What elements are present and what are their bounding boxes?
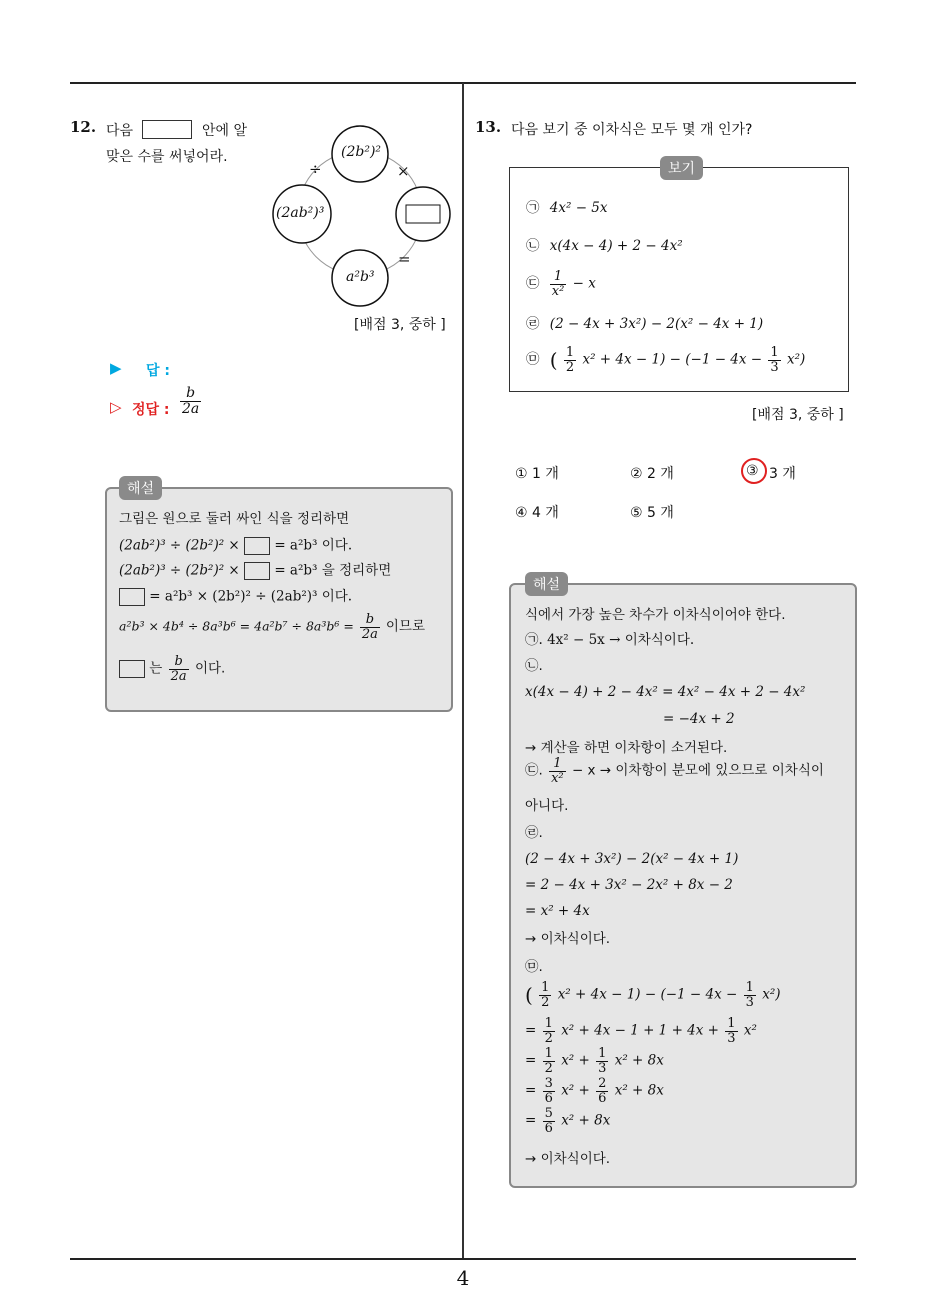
math-expr: ( [525,983,533,1008]
diagram-bottom-node: a²b³ [346,269,375,285]
fraction-denominator: 3 [727,1030,736,1046]
choice-3-mark[interactable]: ③ [746,463,759,479]
item-expr: x(4x − 4) + 2 − 4x² [549,238,683,254]
blank-box [119,588,145,606]
math-expr: x² + [561,1082,590,1099]
fraction-numerator: 1 [770,345,779,360]
fraction-numerator: 1 [727,1016,736,1031]
fraction-numerator: b [365,612,375,627]
explanation-line [119,613,425,641]
correct-answer-label: 정답 : [132,402,170,418]
question-number: 12. [70,118,97,136]
math-expr: x² + 4x − 1 + 1 + 4x + [561,1022,719,1039]
question-text: 다음 보기 중 이차식은 모두 몇 개 인가? [511,122,753,138]
equals-operator: = [398,250,411,268]
item-mark: ㉢ [526,275,540,292]
bogi-item [526,270,596,298]
explanation-line: ㉣. [525,825,543,841]
fraction-denominator: 6 [598,1090,607,1106]
fraction-denominator: 2a [182,400,200,417]
math-fraction [596,1047,608,1075]
fraction-numerator: 1 [745,980,754,995]
column-divider [462,83,464,1259]
math-fraction [543,1017,555,1045]
score-label: [배점 3, 중하 ] [354,317,446,333]
math-expr: 이다. [194,660,226,677]
fraction-denominator: 2 [544,1030,553,1046]
math-expr: x² + 8x [561,1112,611,1129]
math-expr: = [525,1052,537,1069]
item-expr: ( [549,348,558,373]
fraction-denominator: 2a [170,668,187,684]
explanation-line [119,537,352,555]
fraction-denominator: x² [551,283,565,299]
math-expr: 는 [149,660,163,677]
fraction-numerator: 1 [544,1016,553,1031]
math-expr: x² + 4x − 1) − (−1 − 4x − [557,986,738,1003]
math-fraction [169,655,189,683]
explanation-line: = 2 − 4x + 3x² − 2x² + 8x − 2 [525,877,733,893]
choice-2[interactable]: ② 2 개 [630,466,674,482]
explanation-line: (2 − 4x + 3x²) − 2(x² − 4x + 1) [525,851,739,867]
fraction-numerator: 2 [598,1076,607,1091]
explanation-line [525,1107,610,1135]
fraction-numerator: 3 [544,1076,553,1091]
fraction-denominator: 2 [544,1060,553,1076]
explanation-line: ㉤. [525,959,543,975]
explanation-line [119,655,225,683]
fraction-denominator: x² [551,770,564,786]
item-mark: ㉡ [526,238,540,254]
explanation-line: ㉠. 4x² − 5x → 이차식이다. [525,632,695,648]
fraction-denominator: 2 [565,359,575,375]
blank-box [119,660,145,678]
item-expr: x²) [787,351,806,368]
math-fraction [543,1077,555,1105]
choice-5[interactable]: ⑤ 5 개 [630,505,674,521]
explanation-line: 식에서 가장 높은 차수가 이차식이어야 한다. [525,607,786,623]
item-expr: − x [572,275,596,292]
explanation-line: = x² + 4x [525,903,590,919]
fraction-denominator: 2 [541,994,550,1010]
question-text-c: 맞은 수를 써넣어라. [106,149,228,165]
blank-box [244,562,270,580]
math-expr: a²b³ × 4b⁴ ÷ 8a³b⁶ = 4a²b⁷ ÷ 8a³b⁶ = [119,618,354,634]
bogi-box [509,161,849,392]
answer-label: 답 : [146,363,170,379]
bogi-item [526,346,805,374]
explanation-line: 그림은 원으로 둘러 싸인 식을 정리하면 [119,511,350,527]
explanation-line: x(4x − 4) + 2 − 4x² = 4x² − 4x + 2 − 4x² [525,684,806,700]
fraction-numerator: 1 [565,345,575,360]
math-expr: = a²b³ 이다. [274,537,353,554]
math-fraction [744,981,756,1009]
math-fraction [539,981,551,1009]
math-expr: − x → 이차항이 분모에 있으므로 이차식이 [571,762,824,779]
explanation-line: → 계산을 하면 이차항이 소거된다. [525,740,728,756]
fraction-numerator: b [186,385,196,401]
item-fraction [564,346,576,374]
math-fraction [725,1017,737,1045]
divide-operator: ÷ [309,160,322,178]
explanation-line [525,981,781,1009]
math-expr: = [525,1112,537,1129]
explanation-line [525,1077,664,1105]
math-expr: x² + 8x [614,1082,664,1099]
diagram-top-node: (2b²)² [341,144,382,160]
fraction-numerator: 1 [541,980,550,995]
math-fraction [596,1077,608,1105]
fraction-denominator: 3 [770,359,779,375]
item-expr: 4x² − 5x [549,200,608,216]
question-text-a: 다음 [106,123,134,139]
fraction-denominator: 6 [544,1120,553,1136]
fraction-denominator: 2a [361,626,378,642]
math-expr: ㉢. [525,762,543,779]
explanation-line [525,1017,757,1045]
item-expr: (2 − 4x + 3x²) − 2(x² − 4x + 1) [549,316,764,332]
math-expr: x²) [762,986,781,1003]
correct-answer-fraction [180,386,201,416]
math-expr: x² [743,1022,757,1039]
bogi-tag: 보기 [660,156,703,180]
score-label: [배점 3, 중하 ] [752,407,844,423]
choice-4[interactable]: ④ 4 개 [515,505,559,521]
explanation-line: → 이차식이다. [525,931,611,947]
math-fraction [543,1047,555,1075]
explanation-line [119,562,391,580]
blank-box [244,537,270,555]
fraction-numerator: 1 [553,269,563,284]
item-fraction [550,270,567,298]
explanation-line: 아니다. [525,798,569,814]
item-mark: ㉠ [526,200,540,216]
item-fraction [768,346,780,374]
math-expr: = [525,1022,537,1039]
fraction-denominator: 3 [745,994,754,1010]
math-fraction [549,757,566,785]
item-mark: ㉣ [526,316,540,332]
math-fraction [543,1107,555,1135]
answer-blank[interactable] [142,120,192,139]
math-fraction [360,613,380,641]
explanation-box-12 [105,481,453,712]
explanation-tag: 해설 [525,572,568,596]
fraction-denominator: 6 [544,1090,553,1106]
item-mark: ㉤ [526,351,540,368]
question-text-b: 안에 알 [202,123,248,139]
fraction-numerator: 5 [544,1106,553,1121]
choice-3-text[interactable]: 3 개 [769,466,796,482]
question-12 [70,118,455,478]
explanation-line [119,588,352,606]
explanation-tag: 해설 [119,476,162,500]
outline-play-icon: ▷ [110,398,122,416]
explanation-box-13 [509,577,857,1188]
math-expr: = a²b³ 을 정리하면 [274,562,392,579]
explanation-line: → 이차식이다. [525,1151,611,1167]
page-number: 4 [456,1266,470,1290]
bogi-item [526,238,683,256]
play-icon: ▶ [110,359,122,377]
choice-1[interactable]: ① 1 개 [515,466,559,482]
math-expr: 이므로 [385,618,425,635]
item-expr: x² + 4x − 1) − (−1 − 4x − [582,351,763,368]
question-number: 13. [475,118,502,136]
explanation-line [525,1047,664,1075]
bottom-rule [70,1258,856,1260]
math-expr: (2ab²)³ ÷ (2b²)² × [119,537,240,554]
diagram-left-node: (2ab²)³ [276,205,325,221]
fraction-numerator: b [174,654,183,669]
math-expr: (2ab²)³ ÷ (2b²)² × [119,562,240,579]
explanation-line: = −4x + 2 [663,711,735,727]
bogi-item [526,316,763,334]
math-expr: = [525,1082,537,1099]
times-operator: × [397,162,410,180]
bogi-item [526,200,608,218]
fraction-denominator: 3 [598,1060,607,1076]
explanation-line: ㉡. [525,658,543,674]
math-expr: x² + [561,1052,590,1069]
explanation-line [525,757,824,785]
fraction-numerator: 1 [544,1046,553,1061]
math-expr: = a²b³ × (2b²)² ÷ (2ab²)³ 이다. [149,588,353,605]
fraction-numerator: 1 [553,756,562,771]
fraction-numerator: 1 [598,1046,607,1061]
math-expr: x² + 8x [614,1052,664,1069]
